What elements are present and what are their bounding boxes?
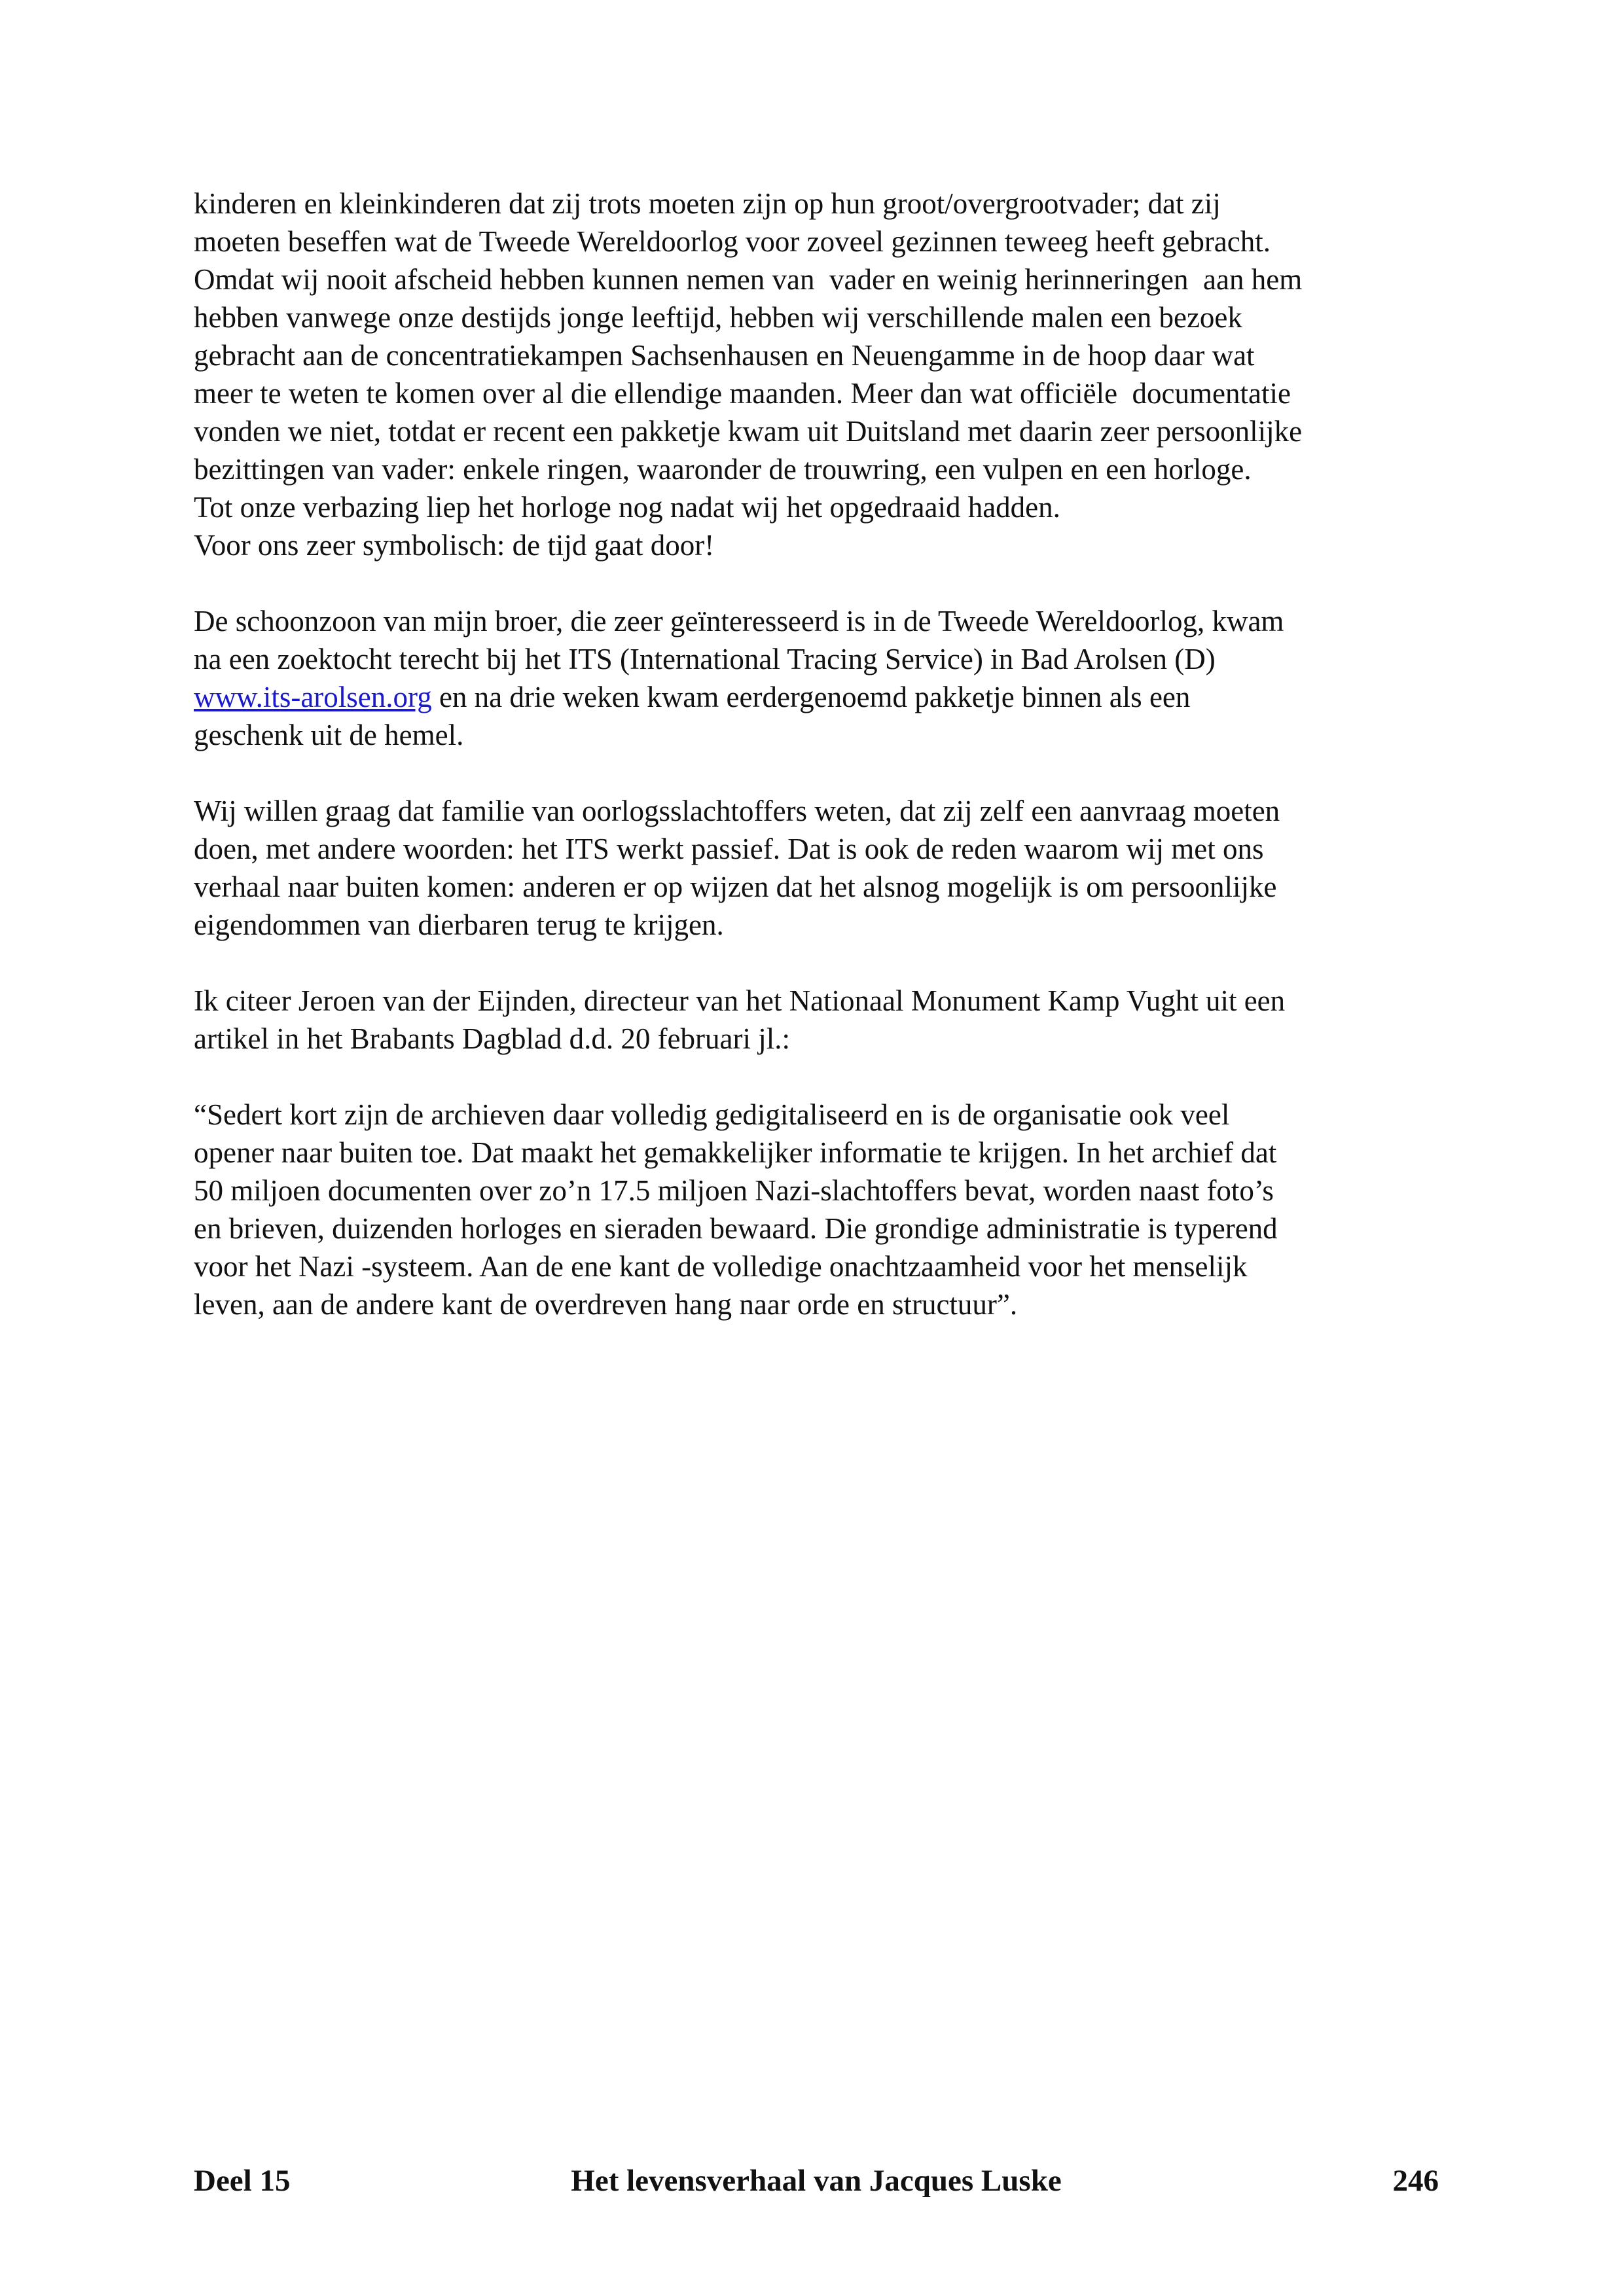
text-line: kinderen en kleinkinderen dat zij trots moeten zijn op hun groot/overgrootvader; dat zij — [194, 187, 1221, 220]
text-line: en brieven, duizenden horloges en sieraden bewaard. Die grondige administratie is typerend — [194, 1212, 1278, 1245]
body-text — [194, 185, 1470, 1323]
paragraph-gap — [194, 1058, 1470, 1096]
text-line: na een zoektocht terecht bij het ITS (International Tracing Service) in Bad Arolsen (D) — [194, 643, 1216, 675]
text-line: leven, aan de andere kant de overdreven hang naar orde en structuur”. — [194, 1288, 1018, 1321]
text-line: Omdat wij nooit afscheid hebben kunnen nemen van vader en weinig herinneringen aan hem — [194, 263, 1303, 296]
link-line-rest: en na drie weken kwam eerdergenoemd pakketje binnen als een — [431, 681, 1191, 713]
text-line: Ik citeer Jeroen van der Eijnden, directeur van het Nationaal Monument Kamp Vught uit een — [194, 984, 1286, 1017]
text-line: eigendommen van dierbaren terug te krijgen. — [194, 908, 724, 941]
text-line: Voor ons zeer symbolisch: de tijd gaat door! — [194, 529, 715, 562]
text-line: 50 miljoen documenten over zo’n 17.5 miljoen Nazi-slachtoffers bevat, worden naast foto’s — [194, 1174, 1274, 1207]
page-footer — [194, 2163, 1439, 2202]
text-line: Tot onze verbazing liep het horloge nog nadat wij het opgedraaid hadden. — [194, 491, 1060, 524]
paragraph-gap — [194, 754, 1470, 792]
text-line: moeten beseffen wat de Tweede Wereldoorlog voor zoveel gezinnen teweeg heeft gebracht. — [194, 225, 1271, 258]
text-line: doen, met andere woorden: het ITS werkt passief. Dat is ook de reden waarom wij met ons — [194, 833, 1264, 865]
text-line: gebracht aan de concentratiekampen Sachsenhausen en Neuengamme in de hoop daar wat — [194, 339, 1255, 372]
quote-paragraph — [194, 1096, 1470, 1323]
text-line: artikel in het Brabants Dagblad d.d. 20 februari jl.: — [194, 1022, 790, 1055]
paragraph-4 — [194, 982, 1470, 1058]
paragraph-gap — [194, 564, 1470, 602]
text-line: “Sedert kort zijn de archieven daar volledig gedigitaliseerd en is de organisatie ook veel — [194, 1098, 1230, 1131]
paragraph-gap — [194, 944, 1470, 982]
paragraph-2 — [194, 602, 1470, 754]
footer-title: Het levensverhaal van Jacques Luske — [571, 2164, 1062, 2198]
text-line: Wij willen graag dat familie van oorlogsslachtoffers weten, dat zij zelf een aanvraag moeten — [194, 795, 1280, 827]
text-line: opener naar buiten toe. Dat maakt het gemakkelijker informatie te krijgen. In het archief dat — [194, 1136, 1277, 1169]
its-arolsen-link[interactable]: www.its-arolsen.org — [194, 681, 432, 713]
text-line: De schoonzoon van mijn broer, die zeer geïnteresseerd is in de Tweede Wereldoorlog, kwam — [194, 605, 1284, 637]
text-line: vonden we niet, totdat er recent een pakketje kwam uit Duitsland met daarin zeer persoonlijke — [194, 415, 1303, 448]
text-line: verhaal naar buiten komen: anderen er op wijzen dat het alsnog mogelijk is om persoonlijke — [194, 870, 1277, 903]
footer-page-number: 246 — [1392, 2164, 1439, 2198]
paragraph-1 — [194, 185, 1470, 564]
paragraph-3 — [194, 792, 1470, 944]
text-line: geschenk uit de hemel. — [194, 719, 464, 751]
text-line: hebben vanwege onze destijds jonge leeftijd, hebben wij verschillende malen een bezoek — [194, 301, 1242, 334]
text-line-with-link — [194, 678, 1470, 716]
text-line: voor het Nazi -systeem. Aan de ene kant de volledige onachtzaamheid voor het menselijk — [194, 1250, 1248, 1283]
footer-part: Deel 15 — [194, 2164, 291, 2198]
text-line: bezittingen van vader: enkele ringen, waaronder de trouwring, een vulpen en een horloge. — [194, 453, 1252, 486]
text-line: meer te weten te komen over al die ellendige maanden. Meer dan wat officiële documentatie — [194, 377, 1291, 410]
